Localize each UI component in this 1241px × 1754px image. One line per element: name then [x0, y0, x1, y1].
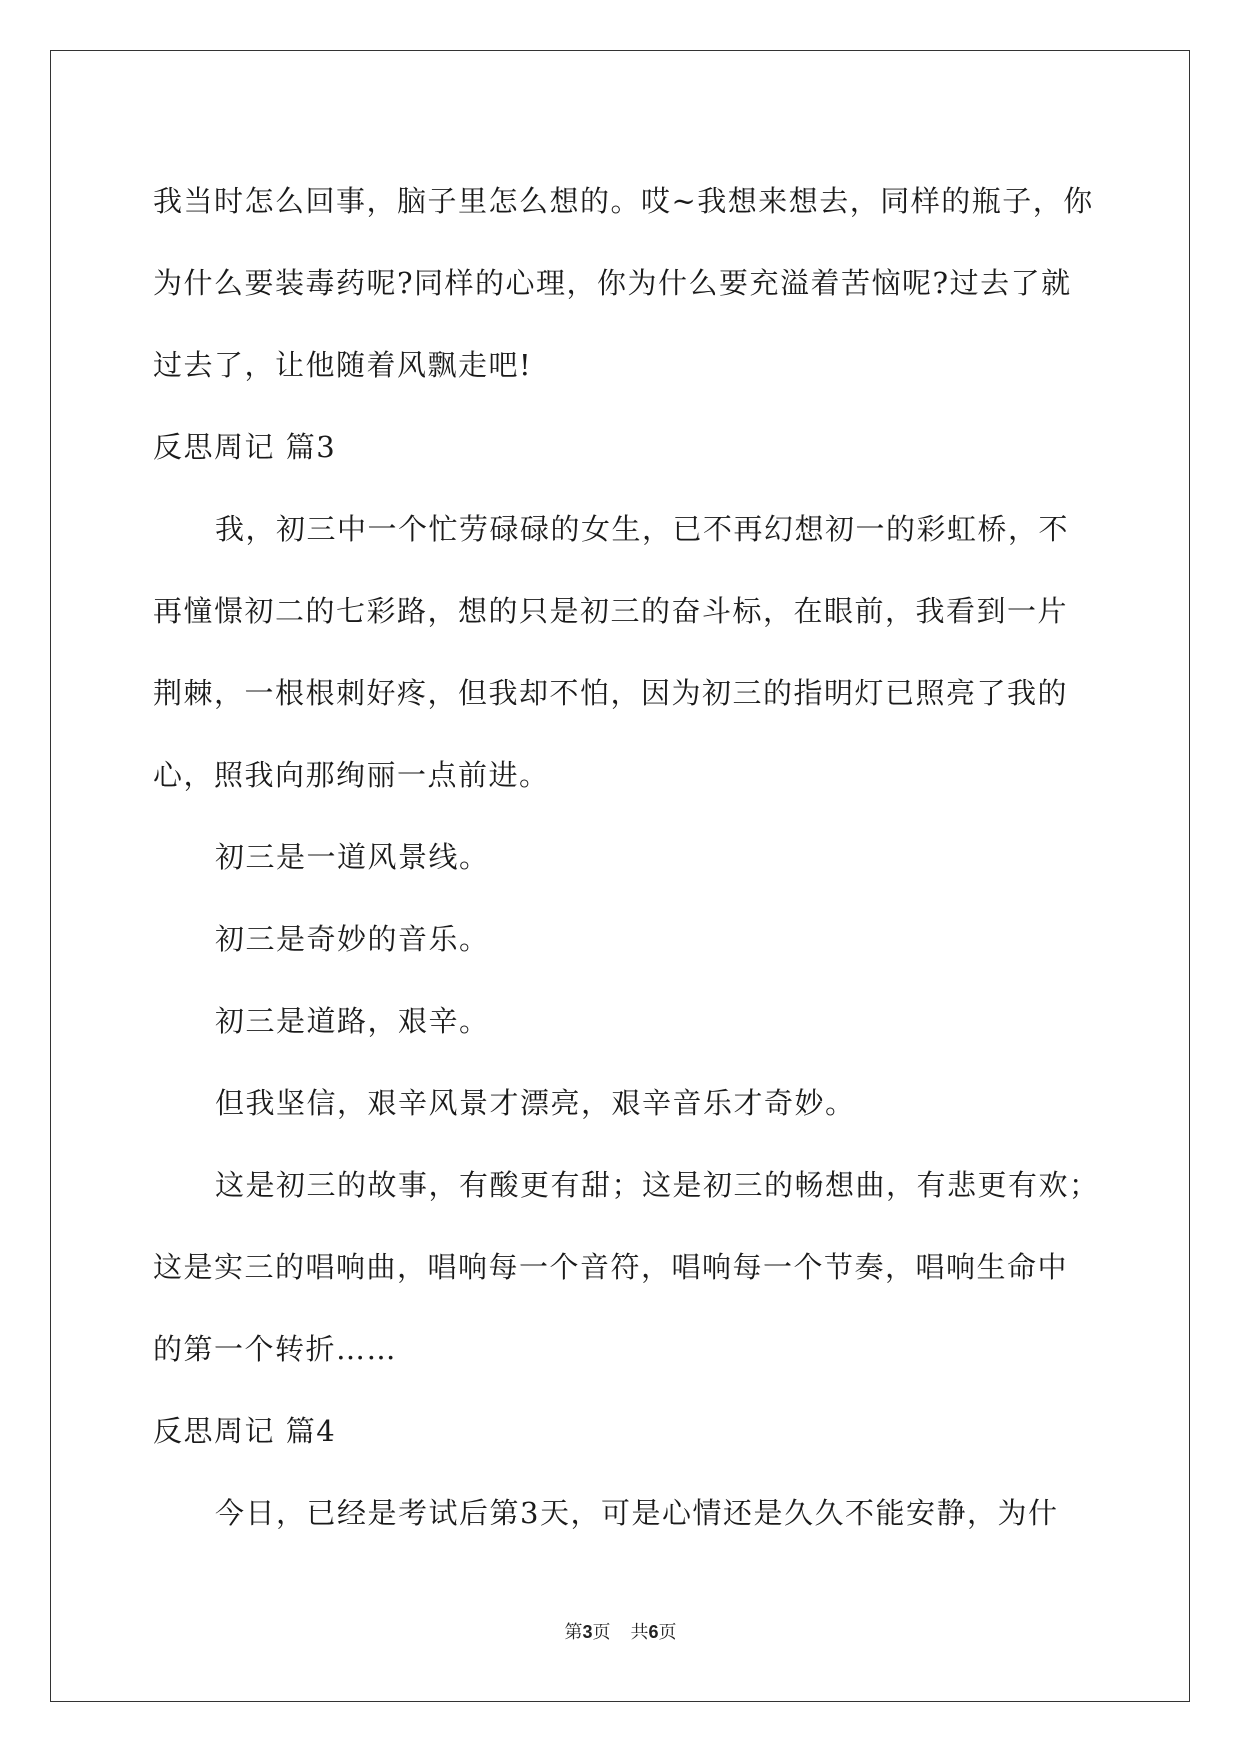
page-prefix: 第: [564, 1622, 583, 1642]
paragraph-line: 我，初三中一个忙劳碌碌的女生，已不再幻想初一的彩虹桥，不: [215, 512, 1070, 546]
document-body: [153, 160, 1100, 1554]
paragraph-line: 荆棘，一根根刺好疼，但我却不怕，因为初三的指明灯已照亮了我的: [153, 676, 1069, 710]
section-heading: 反思周记 篇3: [153, 430, 337, 464]
paragraph-line: 但我坚信，艰辛风景才漂亮，艰辛音乐才奇妙。: [215, 1086, 856, 1120]
paragraph-line: 初三是道路，艰辛。: [215, 1004, 490, 1038]
total-page-number: 6: [648, 1622, 659, 1642]
total-prefix: 共: [630, 1622, 649, 1642]
paragraph-line: 再憧憬初二的七彩路，想的只是初三的奋斗标，在眼前，我看到一片: [153, 594, 1069, 628]
paragraph-line: 过去了，让他随着风飘走吧!: [153, 348, 533, 382]
paragraph-line: 心，照我向那绚丽一点前进。: [153, 758, 550, 792]
paragraph-line: 这是初三的故事，有酸更有甜；这是初三的畅想曲，有悲更有欢；: [215, 1168, 1100, 1202]
paragraph-line: 我当时怎么回事，脑子里怎么想的。哎~我想来想去，同样的瓶子，你: [153, 184, 1094, 218]
paragraph-line: 初三是一道风景线。: [215, 840, 490, 874]
page-footer: [0, 1618, 1241, 1644]
paragraph-line: 的第一个转折……: [153, 1332, 398, 1366]
section-heading: 反思周记 篇4: [153, 1414, 337, 1448]
paragraph-line: 为什么要装毒药呢?同样的心理，你为什么要充溢着苦恼呢?过去了就: [153, 266, 1072, 300]
paragraph-line: 初三是奇妙的音乐。: [215, 922, 490, 956]
paragraph-line: 这是实三的唱响曲，唱响每一个音符，唱响每一个节奏，唱响生命中: [153, 1250, 1069, 1284]
paragraph-line: 今日，已经是考试后第3天，可是心情还是久久不能安静，为什: [215, 1496, 1059, 1530]
current-page-number: 3: [582, 1622, 593, 1642]
total-suffix: 页: [658, 1622, 677, 1642]
page-suffix: 页: [592, 1622, 611, 1642]
